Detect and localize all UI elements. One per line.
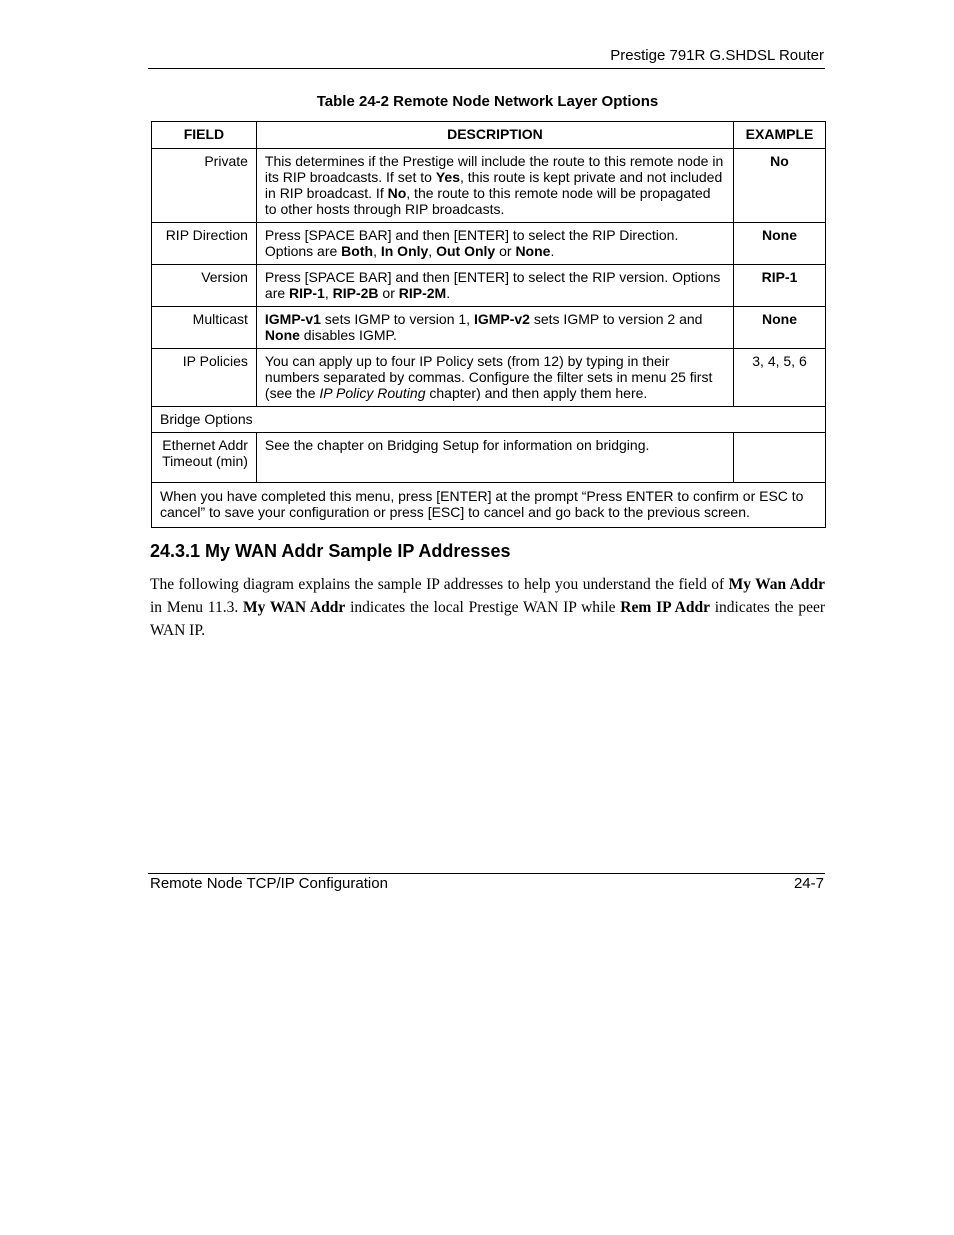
field-cell: Version	[152, 265, 257, 307]
column-header-example: EXAMPLE	[734, 122, 826, 149]
field-cell: Ethernet Addr Timeout (min)	[152, 433, 257, 483]
table-row-ethernet-addr-timeout	[152, 433, 826, 483]
table-row-ip-policies	[152, 349, 826, 407]
bridge-options-cell: Bridge Options	[152, 407, 826, 433]
example-cell: 3, 4, 5, 6	[734, 349, 826, 407]
example-cell: None	[734, 223, 826, 265]
description-cell: Press [SPACE BAR] and then [ENTER] to select the RIP Direction. Options are Both, In Only, Out Only or None.	[256, 223, 733, 265]
description-cell: See the chapter on Bridging Setup for information on bridging.	[256, 433, 733, 483]
example-cell: RIP-1	[734, 265, 826, 307]
description-cell: This determines if the Prestige will include the route to this remote node in its RIP broadcasts. If set to Yes, this route is kept private and not included in RIP broadcast. If No, the route to this remote node will be propagated to other hosts through RIP broadcasts.	[256, 149, 733, 223]
body-paragraph: The following diagram explains the sample IP addresses to help you understand the field of My Wan Addr in Menu 11.3. My WAN Addr indicates the local Prestige WAN IP while Rem IP Addr indicates the peer WAN IP.	[150, 576, 825, 639]
footer-chapter-title: Remote Node TCP/IP Configuration	[150, 875, 388, 892]
field-cell: IP Policies	[152, 349, 257, 407]
field-cell: Private	[152, 149, 257, 223]
column-header-description: DESCRIPTION	[256, 122, 733, 149]
running-header: Prestige 791R G.SHDSL Router	[610, 47, 824, 64]
table-row-multicast	[152, 307, 826, 349]
description-cell: IGMP-v1 sets IGMP to version 1, IGMP-v2 sets IGMP to version 2 and None disables IGMP.	[256, 307, 733, 349]
example-cell	[734, 433, 826, 483]
field-cell: RIP Direction	[152, 223, 257, 265]
header-rule	[148, 68, 825, 69]
footer-rule	[148, 873, 825, 874]
section-heading: 24.3.1 My WAN Addr Sample IP Addresses	[150, 541, 511, 561]
network-layer-options-table	[151, 121, 826, 528]
table-row-footnote	[152, 483, 826, 528]
table-caption: Table 24-2 Remote Node Network Layer Options	[316, 93, 659, 110]
description-cell: Press [SPACE BAR] and then [ENTER] to select the RIP version. Options are RIP-1, RIP-2B or RIP-2M.	[256, 265, 733, 307]
description-cell: You can apply up to four IP Policy sets (from 12) by typing in their numbers separated by commas. Configure the filter sets in menu 25 first (see the IP Policy Routing chapter) and then apply them here.	[256, 349, 733, 407]
footnote-cell: When you have completed this menu, press [ENTER] at the prompt “Press ENTER to confirm or ESC to cancel” to save your configuration or press [ESC] to cancel and go back to the previous screen.	[152, 483, 826, 528]
page-number: 24-7	[793, 875, 824, 892]
table-row-rip-direction	[152, 223, 826, 265]
column-header-field: FIELD	[152, 122, 257, 149]
example-cell: None	[734, 307, 826, 349]
table-row-version	[152, 265, 826, 307]
table-header-row	[152, 122, 826, 149]
field-cell: Multicast	[152, 307, 257, 349]
example-cell: No	[734, 149, 826, 223]
table-row-private	[152, 149, 826, 223]
table-row-bridge-options	[152, 407, 826, 433]
